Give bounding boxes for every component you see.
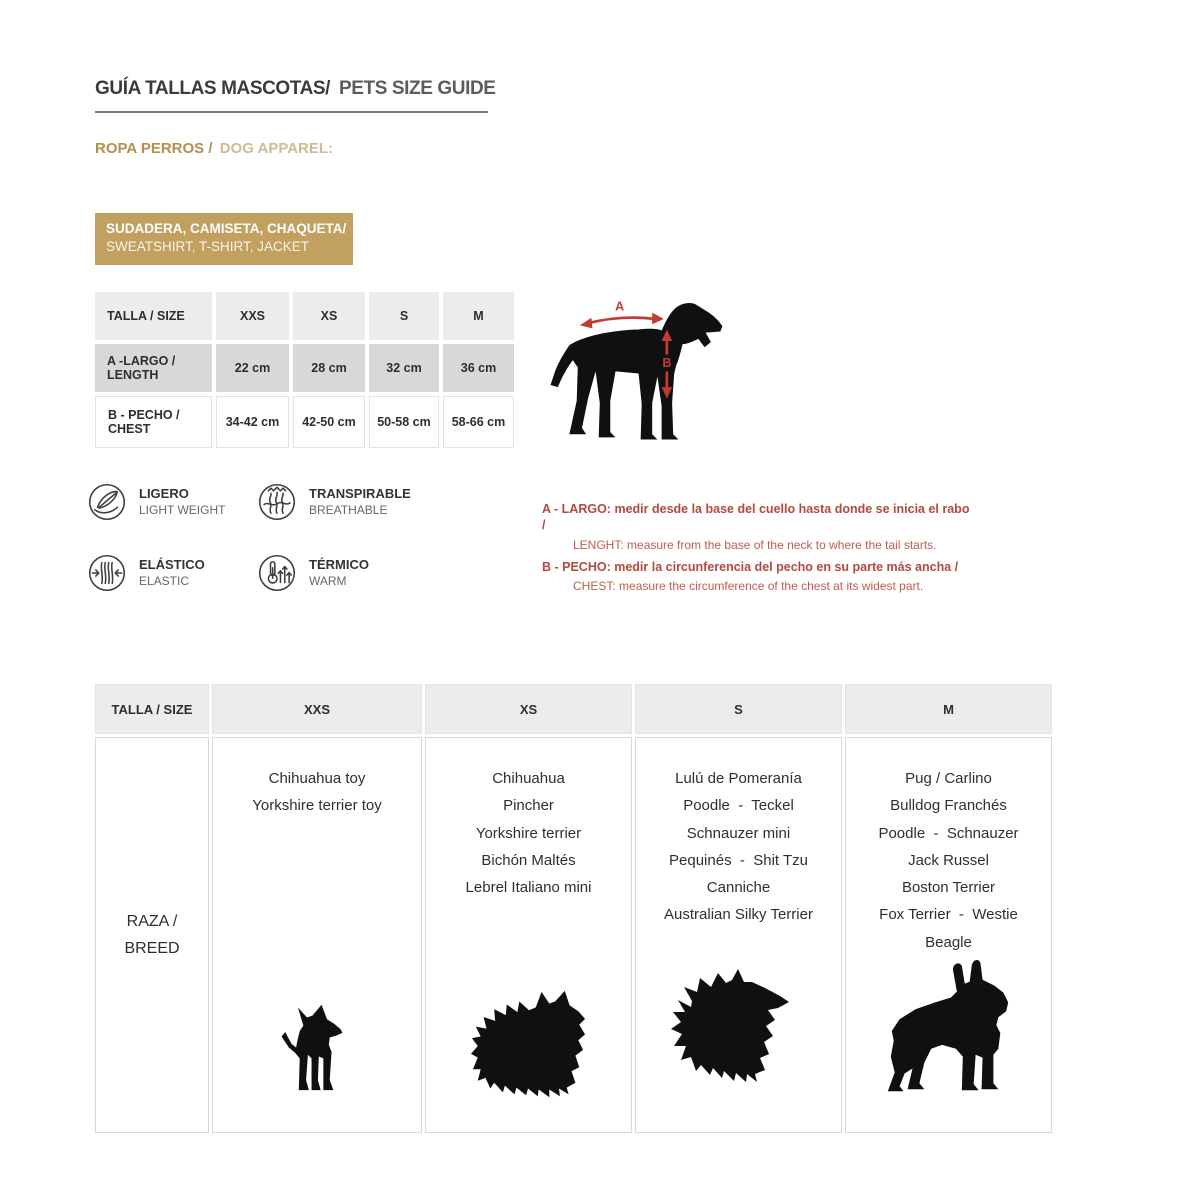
- breed-list-m: [846, 738, 1051, 956]
- elastic-icon: [88, 554, 126, 592]
- breathable-icon: [258, 483, 296, 521]
- breed-line: Canniche: [706, 879, 771, 897]
- breed-cell-s: [635, 737, 842, 1133]
- section-subtitle: [95, 140, 333, 157]
- arrow-a-head-right: [652, 313, 664, 325]
- chest-s: 50-58 cm: [369, 396, 439, 448]
- breed-table-header-label: TALLA / SIZE: [95, 684, 209, 734]
- feature-breathable-es: TRANSPIRABLE: [309, 485, 411, 501]
- breed-cell-xs: [425, 737, 632, 1133]
- length-xs: 28 cm: [293, 344, 365, 392]
- breed-line: Chihuahua: [492, 770, 565, 787]
- breed-line: Yorkshire terrier: [475, 824, 582, 842]
- size-table-header-xs: XS: [293, 292, 365, 340]
- feature-thermal-es: TÉRMICO: [309, 556, 369, 572]
- breed-line: Pug / Carlino: [905, 770, 992, 787]
- arrow-a-head-left: [580, 318, 593, 328]
- breed-table-header-xxs: XXS: [212, 684, 422, 734]
- note-a-es: A - LARGO: medir desde la base del cuello hasta donde se inicia el rabo /: [542, 502, 970, 533]
- page-title-en: PETS SIZE GUIDE: [338, 78, 496, 99]
- breed-line: Boston Terrier: [901, 879, 996, 897]
- breed-line: Lulú de Pomeranía: [675, 770, 802, 787]
- category-line-en: SWEATSHIRT, T-SHIRT, JACKET: [106, 239, 310, 255]
- breed-line: Bulldog Franchés: [890, 797, 1007, 815]
- breed-label: BREED: [124, 940, 180, 957]
- page-title-es: GUÍA TALLAS MASCOTAS/: [95, 78, 331, 99]
- breed-line: Bichón Maltés: [481, 851, 576, 869]
- feature-elastic-es: ELÁSTICO: [139, 556, 205, 572]
- category-banner: [95, 213, 353, 265]
- breed-line: Chihuahua toy: [268, 770, 366, 787]
- breed-line: Fox Terrier - Westie: [879, 906, 1018, 924]
- breed-line: Poodle - Teckel: [683, 797, 794, 815]
- raza-label: RAZA /: [126, 912, 178, 930]
- chest-xxs: 34-42 cm: [216, 396, 289, 448]
- dog-measure-diagram: [548, 298, 748, 450]
- diagram-label-b: B: [662, 356, 672, 371]
- subtitle-es: ROPA PERROS /: [95, 140, 213, 157]
- breed-line: Yorkshire terrier toy: [252, 797, 382, 815]
- measuring-notes: [542, 501, 972, 601]
- breed-line: Australian Silky Terrier: [664, 906, 813, 924]
- feature-breathable: [258, 483, 411, 521]
- breed-line: Poodle - Schnauzer: [878, 824, 1019, 842]
- size-table-header-s: S: [369, 292, 439, 340]
- size-table-row-chest-label: B - PECHO / CHEST: [95, 396, 212, 448]
- breed-cell-xxs: [212, 737, 422, 1133]
- breed-list-xxs: [213, 738, 421, 820]
- size-table-header-xxs: XXS: [216, 292, 289, 340]
- breed-list-xs: [426, 738, 631, 901]
- labrador-tail: [551, 345, 576, 387]
- chest-m: 58-66 cm: [443, 396, 514, 448]
- breed-list-s: [636, 738, 841, 929]
- feature-elastic: [88, 554, 205, 592]
- size-table: [95, 292, 514, 448]
- feature-lightweight-en: LIGHT WEIGHT: [139, 502, 226, 517]
- yorkshire-silhouette: [466, 988, 592, 1104]
- page-title: [95, 78, 496, 113]
- pomeranian-silhouette: [664, 965, 814, 1105]
- feature-thermal-en: WARM: [309, 573, 347, 588]
- breed-table-header-m: M: [845, 684, 1052, 734]
- chihuahua-silhouette: [276, 1002, 358, 1102]
- thermal-icon: [258, 554, 296, 592]
- feature-lightweight: [88, 483, 225, 521]
- note-b-es: B - PECHO: medir la circunferencia del pecho en su parte más ancha /: [542, 560, 959, 575]
- feature-thermal: [258, 554, 369, 592]
- breed-line: Lebrel Italiano mini: [465, 879, 592, 897]
- breed-line: Pincher: [503, 797, 554, 815]
- size-table-header-m: M: [443, 292, 514, 340]
- breed-table: [95, 684, 1052, 1133]
- size-table-row-length-label: A -LARGO / LENGTH: [95, 344, 212, 392]
- breed-line: Jack Russel: [908, 851, 989, 869]
- category-line-es: SUDADERA, CAMISETA, CHAQUETA/: [106, 221, 347, 236]
- feather-icon: [88, 483, 126, 521]
- length-m: 36 cm: [443, 344, 514, 392]
- chest-xs: 42-50 cm: [293, 396, 365, 448]
- size-table-header-label: TALLA / SIZE: [95, 292, 212, 340]
- breed-line: Schnauzer mini: [686, 824, 791, 842]
- breed-row-label: [95, 737, 209, 1133]
- breed-cell-m: [845, 737, 1052, 1133]
- length-s: 32 cm: [369, 344, 439, 392]
- breed-table-header-xs: XS: [425, 684, 632, 734]
- subtitle-en: DOG APPAREL:: [219, 140, 334, 157]
- note-a-en: LENGHT: measure from the base of the neck to where the tail starts.: [573, 537, 937, 552]
- note-b-en: CHEST: measure the circumference of the chest at its widest part.: [573, 579, 924, 594]
- breed-line: Beagle: [925, 933, 972, 951]
- breed-line: Pequinés - Shit Tzu: [669, 851, 808, 869]
- feature-breathable-en: BREATHABLE: [309, 502, 388, 517]
- diagram-label-a: A: [615, 299, 625, 314]
- feature-lightweight-es: LIGERO: [139, 485, 189, 501]
- breed-table-header-s: S: [635, 684, 842, 734]
- arrow-a-line: [588, 318, 655, 324]
- feature-elastic-en: ELASTIC: [139, 573, 190, 588]
- length-xxs: 22 cm: [216, 344, 289, 392]
- french-bulldog-silhouette: [870, 958, 1028, 1106]
